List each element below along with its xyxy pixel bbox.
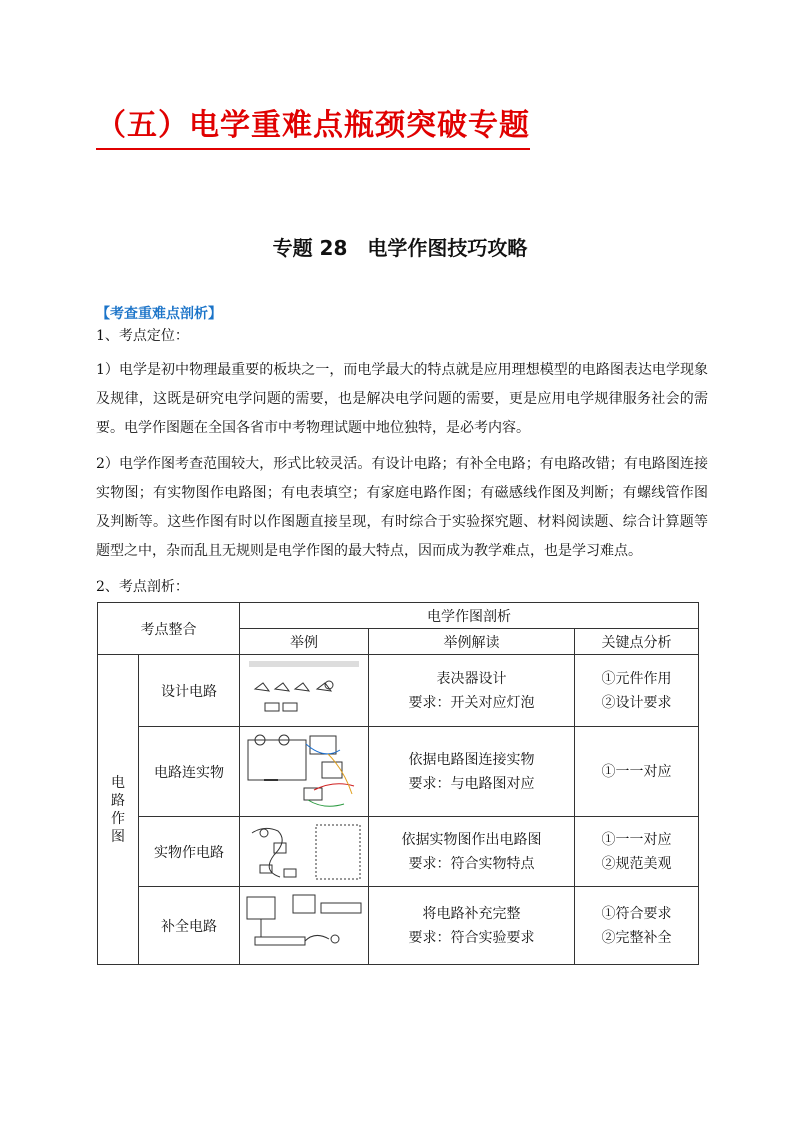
row-key-points [575,817,699,887]
key-point: ①一一对应 [601,831,672,848]
category-cell [98,655,139,965]
explanation-line: 要求：与电路图对应 [408,775,535,792]
point1-paragraph-2: 2）电学作图考查范围较大，形式比较灵活。有设计电路；有补全电路；有电路改错；有电路图连接实物图；有实物图作电路图；有电表填空；有家庭电路作图；有磁感线作图及判断；有螺线管作图及判断等。这些作图有时以作图题直接呈现，有时综合于实验探究题、材料阅读题、综合计算题等题型之中，杂而乱且无规则是电学作图的最大特点，因而成为教学难点，也是学习难点。 [96,456,708,559]
key-point: ②完整补全 [601,929,672,946]
point1-paragraph-1: 1）电学是初中物理最重要的板块之一，而电学最大的特点就是应用理想模型的电路图表达电学现象及规律，这既是研究电学问题的需要，也是解决电学问题的需要，更是应用电学规律服务社会的需要。电学作图题在全国各省市中考物理试题中地位独特，是必考内容。 [96,362,708,436]
category-char: 图 [111,828,125,845]
key-point: ①元件作用 [601,670,672,687]
table-row [98,727,699,817]
row-name: 设计电路 [139,655,240,727]
explanation-line: 要求：符合实验要求 [408,929,535,946]
key-point: ②设计要求 [601,694,672,711]
example-image [240,817,369,887]
key-point: ②规范美观 [601,855,672,872]
example-image [240,887,369,965]
explanation-line: 依据实物图作出电路图 [401,831,542,848]
category-char: 作 [111,810,125,827]
point1-heading: 1、考点定位： [96,328,189,344]
header-analysis-group: 电学作图剖析 [240,603,699,629]
table-row [98,655,699,727]
section-heading: 【考查重难点剖析】 [96,306,222,322]
row-key-points [575,887,699,965]
topic-title: 专题 28 电学作图技巧攻略 [272,236,528,260]
header-example: 举例 [240,629,369,655]
row-explanation [369,887,575,965]
row-key-points [575,655,699,727]
example-image [240,655,369,727]
row-explanation [369,817,575,887]
header-explanation: 举例解读 [369,629,575,655]
object-to-circuit-diagram [244,821,364,883]
example-image [240,727,369,817]
row-explanation [369,727,575,817]
category-char: 电 [111,774,125,791]
category-char: 路 [111,792,125,809]
table-row [98,887,699,965]
header-key-points: 关键点分析 [575,629,699,655]
key-point: ①符合要求 [601,905,672,922]
row-explanation [369,655,575,727]
main-title: （五）电学重难点瓶颈突破专题 [96,100,530,150]
row-name: 实物作电路 [139,817,240,887]
row-name: 电路连实物 [139,727,240,817]
circuit-to-object-diagram [244,730,364,814]
header-topic-integration: 考点整合 [98,603,240,655]
analysis-table [97,602,699,965]
voting-circuit-diagram [245,659,363,723]
explanation-line: 要求：符合实物特点 [408,855,535,872]
explanation-line: 将电路补充完整 [422,905,521,922]
explanation-line: 依据电路图连接实物 [408,751,535,768]
point2-heading: 2、考点剖析： [96,579,189,595]
complete-circuit-diagram [243,891,365,961]
row-key-points [575,727,699,817]
table-row [98,817,699,887]
explanation-line: 要求：开关对应灯泡 [408,694,535,711]
key-point: ①一一对应 [601,763,672,780]
explanation-line: 表决器设计 [436,670,507,687]
row-name: 补全电路 [139,887,240,965]
